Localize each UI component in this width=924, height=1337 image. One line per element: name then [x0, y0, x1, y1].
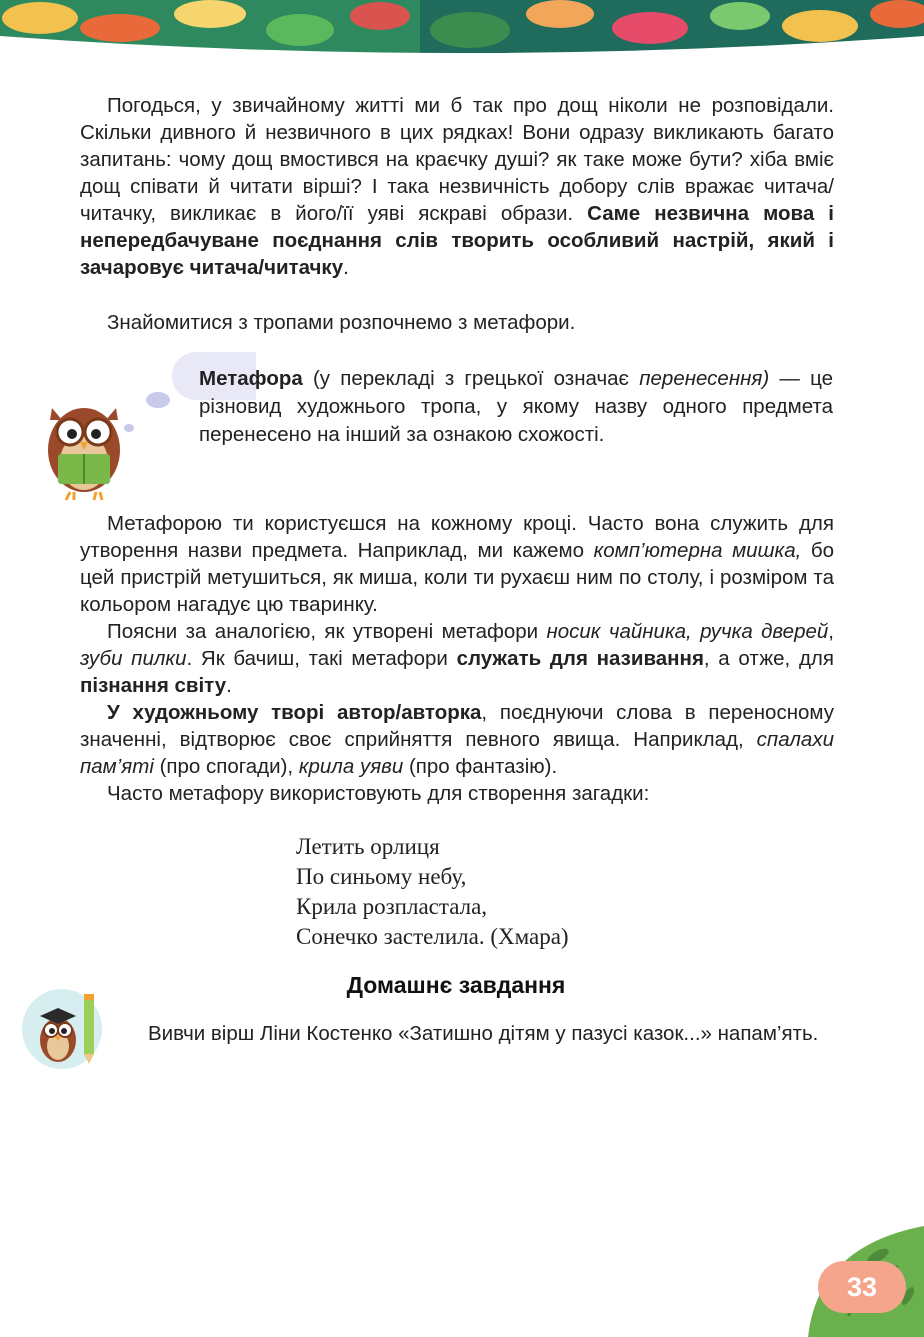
- p5-text-b: (про спогади),: [153, 755, 299, 778]
- thought-bubble-small: [124, 424, 134, 432]
- page-number: 33: [818, 1261, 906, 1313]
- riddle-poem: [296, 832, 569, 952]
- p4-sep: ,: [828, 620, 834, 643]
- poem-line: Сонечко застелила. (Хмара): [296, 924, 569, 949]
- p4-text-b: . Як бачиш, такі метафори: [186, 647, 457, 670]
- paragraph-mouse-example: [80, 510, 834, 618]
- p4-bold-1: служать для називання: [456, 647, 704, 670]
- intro-end: .: [343, 256, 349, 279]
- homework-title: Домашнє завдання: [346, 972, 566, 998]
- p4-italic-2: зуби пилки: [80, 647, 187, 670]
- p5-text-a: , поєднуючи слова в переносному значенні, відтворює своє сприйняття певного явища. Наприклад,: [80, 701, 834, 751]
- p5-italic-1: спалахи пам’яті: [80, 728, 834, 778]
- paragraph-artistic-work: [80, 699, 834, 780]
- transition-paragraph: Знайомитися з тропами розпочнемо з метафори.: [107, 311, 576, 334]
- poem-line: Крила розпластала,: [296, 894, 488, 919]
- decorative-floral-banner: [0, 0, 924, 62]
- intro-paragraph: [80, 92, 834, 281]
- definition-term: Метафора: [199, 367, 303, 390]
- poem-line: Летить орлиця: [296, 834, 440, 859]
- p5-bold: У художньому творі автор/авторка: [107, 701, 482, 724]
- p5-italic-2: крила уяви: [298, 755, 404, 778]
- p3-text-a: Метафорою ти користуєшся на кожному кроці. Часто вона служить для утворення назви предмета. Наприклад, ми кажемо: [80, 512, 834, 562]
- paragraph-riddle-intro: Часто метафору використовують для створення загадки:: [107, 782, 650, 805]
- homework-text: Вивчи вірш Ліни Костенко «Затишно дітям у пазусі казок...» напам’ять.: [148, 1022, 819, 1045]
- thought-bubble-medium: [146, 392, 170, 408]
- definition-text-italic: перенесення): [639, 367, 770, 390]
- p3-italic: комп’ютерна мишка,: [593, 539, 802, 562]
- definition-text-b: — це різновид художнього тропа, у якому назву одного предмета перенесено на інший за ознакою схожості.: [199, 367, 833, 446]
- p5-text-c: (про фантазію).: [403, 755, 558, 778]
- p4-text-c: , а отже, для: [703, 647, 834, 670]
- intro-text: Погодься, у звичайному житті ми б так про дощ ніколи не розповідали. Скільки дивного й незвичного в цих рядках! Вони одразу викликають багато запитань: чому дощ вмостився на краєчку душі? як таке може бути? хіба вміє дощ співати й читати вірші? І така незвичність добору слів вражає читача/читачку, викликає в його/її уяві яскраві образи.: [80, 94, 834, 225]
- p3-text-b: бо цей пристрій метушиться, як миша, коли ти рухаєш ним по столу, і розміром та кольором нагадує цю тваринку.: [80, 539, 835, 616]
- paragraph-analogy-task: [80, 618, 834, 699]
- p4-text-d: .: [226, 674, 232, 697]
- owl-graduate-pencil-icon: [20, 986, 104, 1072]
- p4-bold-2: пізнання світу: [80, 674, 227, 697]
- intro-bold-text: Саме незвична мова і непередбачуване поєднання слів творить особливий настрій, який і зачаровує читача/читачку: [80, 202, 834, 279]
- metaphor-definition: [199, 365, 833, 449]
- owl-reading-book-icon: [40, 386, 128, 504]
- poem-line: По синьому небу,: [296, 864, 467, 889]
- p4-text-a: Поясни за аналогією, як утворені метафори: [107, 620, 547, 643]
- definition-text-a: (у перекладі з грецької означає: [302, 367, 640, 390]
- p4-italic-1: носик чайника, ручка дверей: [546, 620, 829, 643]
